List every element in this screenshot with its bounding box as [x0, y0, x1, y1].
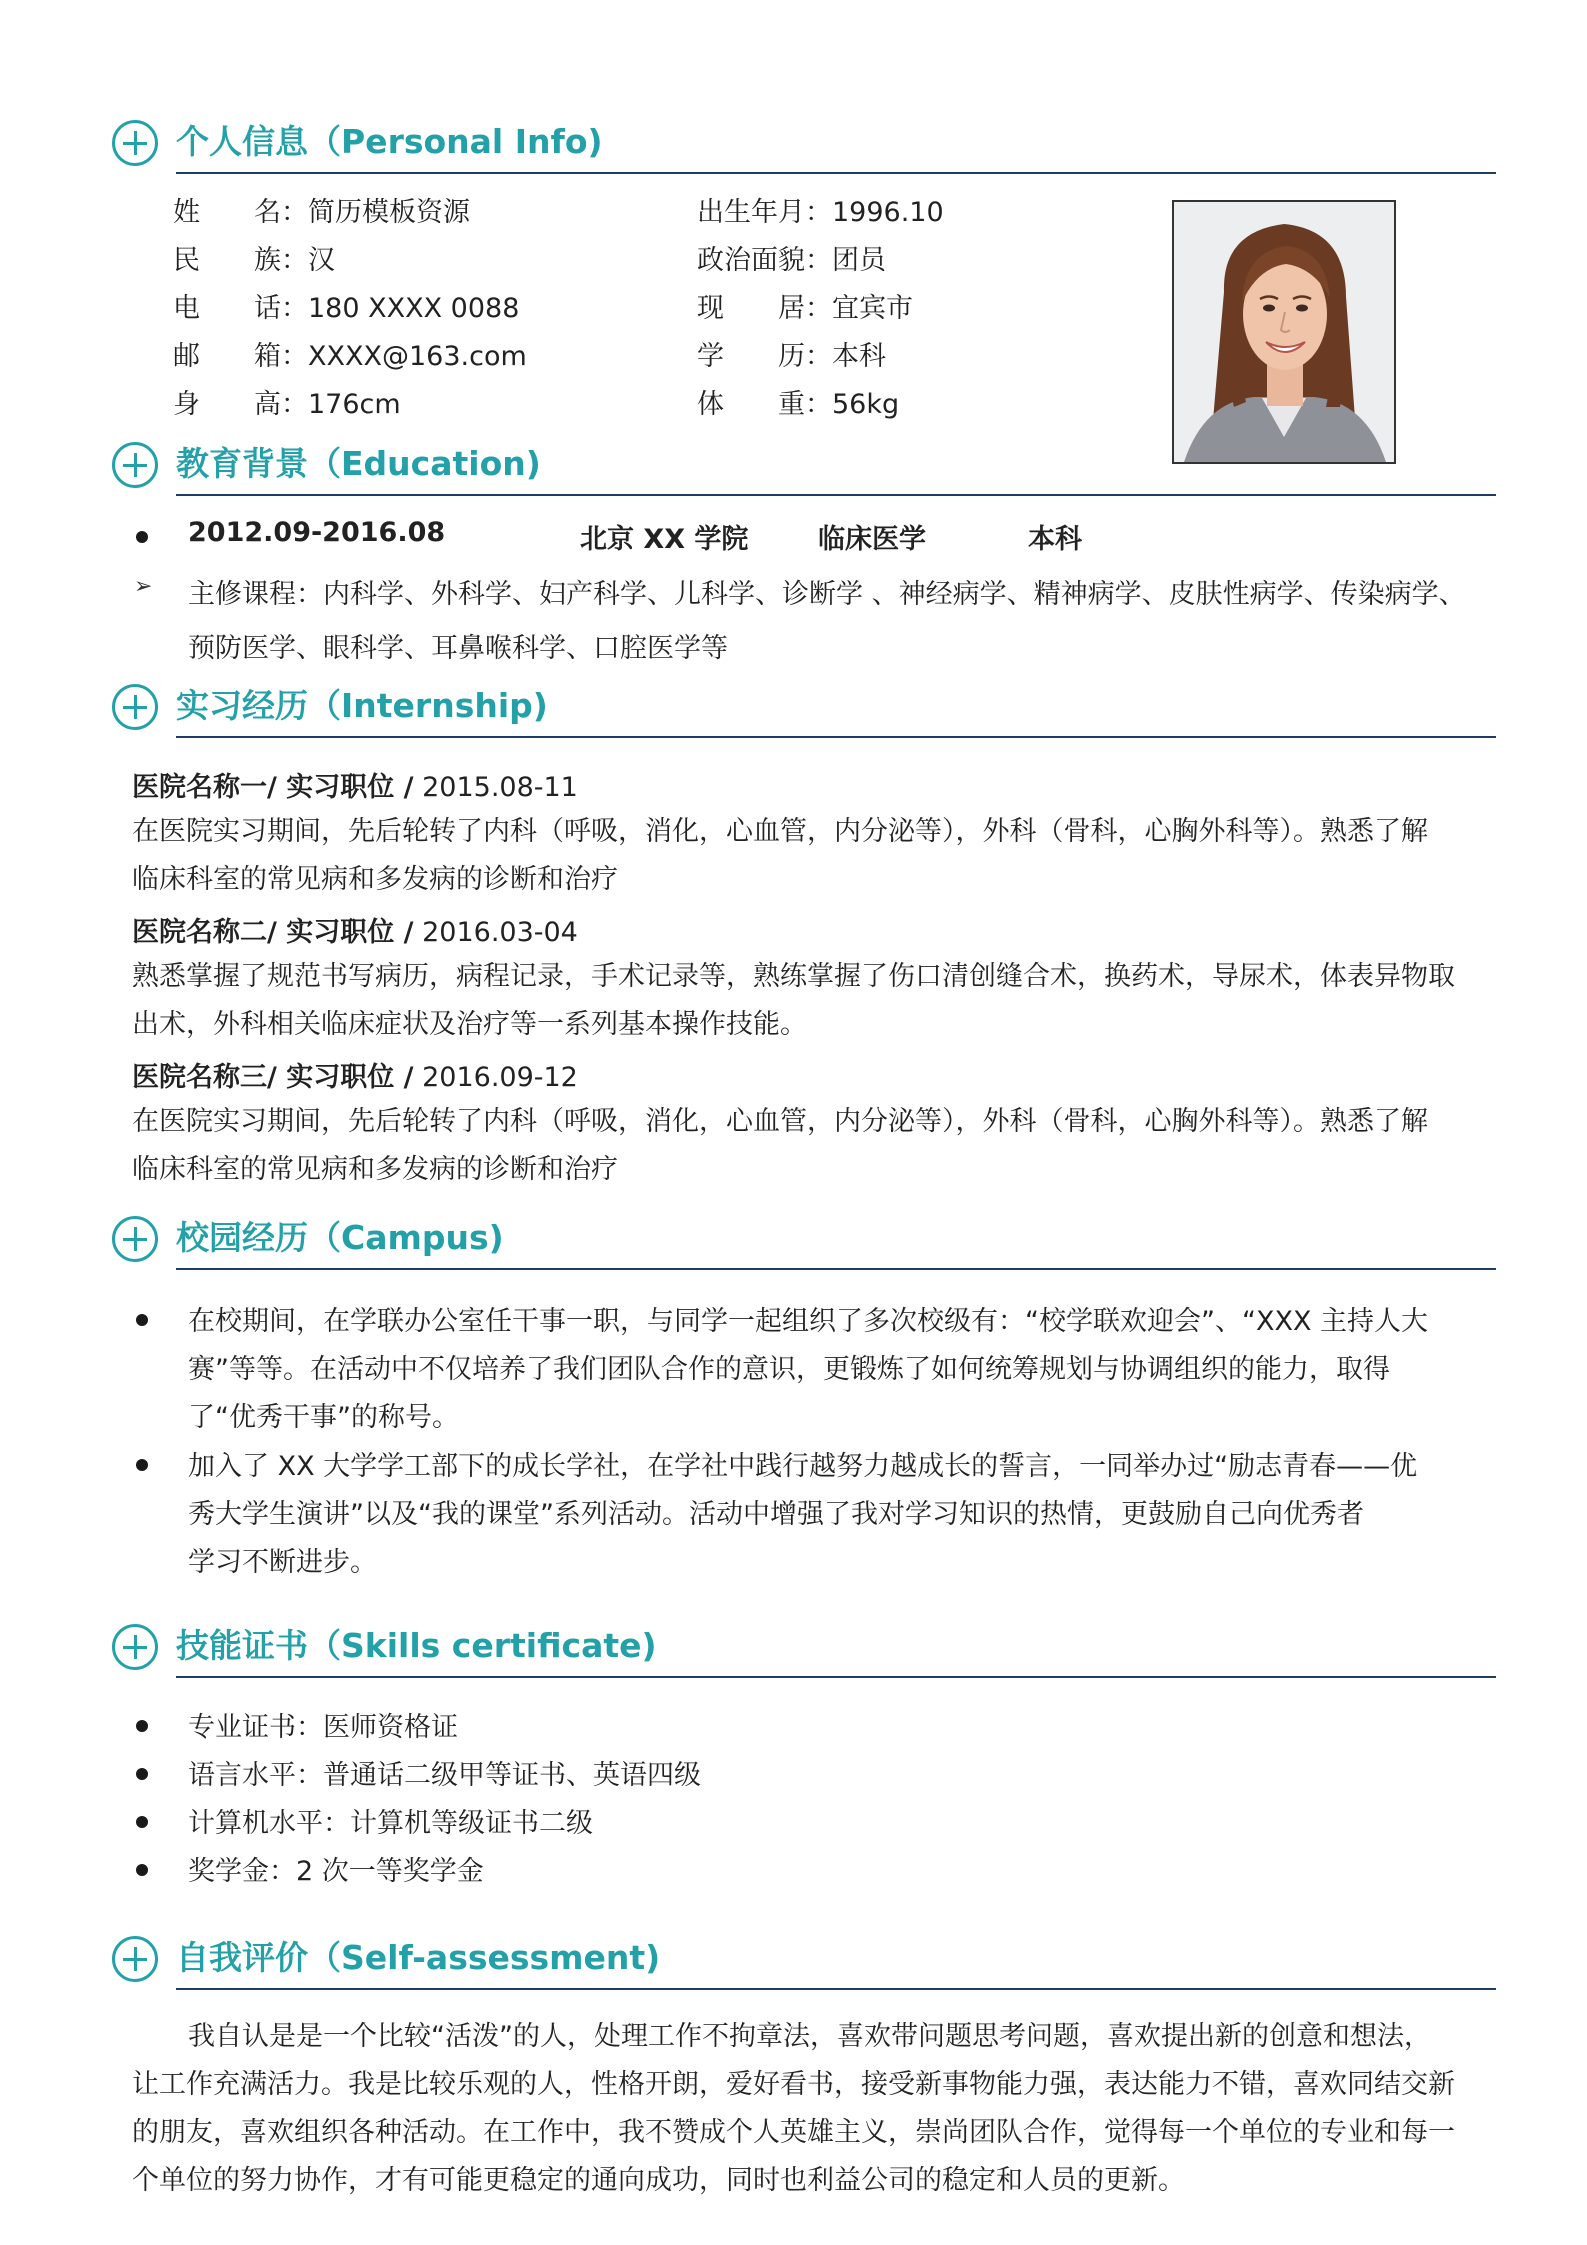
info-row [697, 337, 886, 377]
self-assessment-line: 的朋友，喜欢组织各种活动。在工作中，我不赞成个人英雄主义，崇尚团队合作，觉得每一个单位的专业和每一 [132, 2117, 1455, 2148]
info-row [173, 193, 470, 233]
bullet-dot-icon [136, 1864, 148, 1876]
internship-date: 2016.09-12 [413, 1062, 578, 1093]
info-value: 宜宾市 [832, 293, 913, 324]
divider [176, 1676, 1496, 1678]
info-value: 团员 [832, 245, 886, 276]
section-education [112, 438, 1496, 500]
campus-text: 在校期间，在学联办公室任干事一职，与同学一起组织了多次校级有：“校学联欢迎会”、“XXX 主持人大 [188, 1306, 1429, 1337]
campus-text: 赛”等等。在活动中不仅培养了我们团队合作的意识，更锻炼了如何统筹规划与协调组织的能力，取得 [188, 1354, 1390, 1385]
info-row [697, 385, 899, 425]
internship-text: 临床科室的常见病和多发病的诊断和治疗 [132, 1154, 618, 1185]
bullet-dot-icon [136, 1768, 148, 1780]
section-self-assessment [112, 1932, 1496, 1994]
skill-item: 奖学金：2 次一等奖学金 [188, 1856, 484, 1887]
info-value: 1996.10 [832, 197, 944, 228]
section-internship [112, 680, 1496, 742]
info-value: 简历模板资源 [308, 197, 470, 228]
section-title: 个人信息（Personal Info) [176, 122, 603, 161]
internship-text: 在医院实习期间，先后轮转了内科（呼吸，消化，心血管，内分泌等），外科（骨科，心胸外科等）。熟悉了解 [132, 1106, 1428, 1137]
section-title: 校园经历（Campus) [176, 1218, 504, 1257]
info-label: 政治面貌： [697, 245, 832, 276]
section-title: 自我评价（Self-assessment) [176, 1938, 661, 1977]
info-row [697, 193, 944, 233]
bullet-dot-icon [136, 1720, 148, 1732]
info-row [173, 337, 527, 377]
plus-circle-icon [112, 120, 158, 166]
info-label: 民 族： [173, 245, 308, 276]
arrow-bullet-icon: ➢ [134, 574, 153, 599]
internship-text: 熟悉掌握了规范书写病历，病程记录，手术记录等，熟练掌握了伤口清创缝合术，换药术，导尿术，体表异物取 [132, 961, 1455, 992]
section-campus [112, 1212, 1496, 1274]
bullet-dot-icon [136, 1816, 148, 1828]
info-value: 56kg [832, 389, 900, 420]
education-school: 北京 XX 学院 [580, 524, 749, 555]
divider [176, 172, 1496, 174]
internship-date: 2015.08-11 [413, 772, 578, 803]
campus-text: 学习不断进步。 [188, 1547, 377, 1578]
skill-item: 专业证书：医师资格证 [188, 1712, 458, 1743]
campus-text: 秀大学生演讲”以及“我的课堂”系列活动。活动中增强了我对学习知识的热情，更鼓励自己向优秀者 [188, 1499, 1364, 1530]
education-period: 2012.09-2016.08 [188, 517, 446, 548]
self-assessment-line: 个单位的努力协作，才有可能更稳定的通向成功，同时也利益公司的稳定和人员的更新。 [132, 2165, 1185, 2196]
info-row [173, 385, 401, 425]
internship-title: 医院名称三/ 实习职位 / [132, 1062, 414, 1093]
courses-line: 主修课程：内科学、外科学、妇产科学、儿科学、诊断学 、神经病学、精神病学、皮肤性病学、传染病学、 [188, 579, 1466, 610]
internship-text: 临床科室的常见病和多发病的诊断和治疗 [132, 864, 618, 895]
info-row [697, 241, 886, 281]
bullet-dot-icon [136, 1459, 148, 1471]
section-title: 教育背景（Education) [176, 444, 541, 483]
info-value: 176cm [308, 389, 401, 420]
portrait-image [1174, 202, 1394, 462]
internship-date: 2016.03-04 [413, 917, 578, 948]
info-label: 体 重： [697, 389, 832, 420]
courses-line: 预防医学、眼科学、耳鼻喉科学、口腔医学等 [188, 633, 728, 664]
info-value: XXXX@163.com [308, 341, 527, 372]
info-label: 学 历： [697, 341, 832, 372]
plus-circle-icon [112, 1624, 158, 1670]
education-degree: 本科 [1028, 524, 1082, 555]
internship-header [132, 765, 578, 804]
plus-circle-icon [112, 684, 158, 730]
internship-header [132, 910, 578, 949]
self-assessment-line: 让工作充满活力。我是比较乐观的人，性格开朗，爱好看书，接受新事物能力强，表达能力不错，喜欢同结交新 [132, 2069, 1455, 2100]
internship-title: 医院名称二/ 实习职位 / [132, 917, 414, 948]
section-title: 技能证书（Skills certificate) [176, 1626, 657, 1665]
info-row [173, 289, 519, 329]
info-row [697, 289, 913, 329]
plus-circle-icon [112, 1216, 158, 1262]
info-label: 电 话： [173, 293, 308, 324]
bullet-dot-icon [136, 1314, 148, 1326]
internship-header [132, 1055, 578, 1094]
info-label: 身 高： [173, 389, 308, 420]
info-value: 汉 [308, 245, 335, 276]
section-skills [112, 1620, 1496, 1682]
divider [176, 1268, 1496, 1270]
skill-item: 计算机水平：计算机等级证书二级 [188, 1808, 593, 1839]
campus-text: 了“优秀干事”的称号。 [188, 1402, 459, 1433]
internship-title: 医院名称一/ 实习职位 / [132, 772, 414, 803]
info-label: 邮 箱： [173, 341, 308, 372]
plus-circle-icon [112, 1936, 158, 1982]
info-label: 姓 名： [173, 197, 308, 228]
internship-text: 出术，外科相关临床症状及治疗等一系列基本操作技能。 [132, 1009, 807, 1040]
divider [176, 1988, 1496, 1990]
section-personal-info [112, 116, 1496, 178]
info-value: 180 XXXX 0088 [308, 293, 520, 324]
info-value: 本科 [832, 341, 886, 372]
skill-item: 语言水平：普通话二级甲等证书、英语四级 [188, 1760, 701, 1791]
section-title: 实习经历（Internship) [176, 686, 548, 725]
divider [176, 494, 1496, 496]
profile-photo [1172, 200, 1396, 464]
info-row [173, 241, 335, 281]
info-label: 出生年月： [697, 197, 832, 228]
education-major: 临床医学 [818, 524, 926, 555]
divider [176, 736, 1496, 738]
info-label: 现 居： [697, 293, 832, 324]
bullet-dot-icon [136, 531, 148, 543]
plus-circle-icon [112, 442, 158, 488]
internship-text: 在医院实习期间，先后轮转了内科（呼吸，消化，心血管，内分泌等），外科（骨科，心胸外科等）。熟悉了解 [132, 816, 1428, 847]
self-assessment-line: 我自认是是一个比较“活泼”的人，处理工作不拘章法，喜欢带问题思考问题，喜欢提出新的创意和想法， [188, 2021, 1431, 2052]
campus-text: 加入了 XX 大学学工部下的成长学社，在学社中践行越努力越成长的誓言，一同举办过“励志青春——优 [188, 1451, 1418, 1482]
